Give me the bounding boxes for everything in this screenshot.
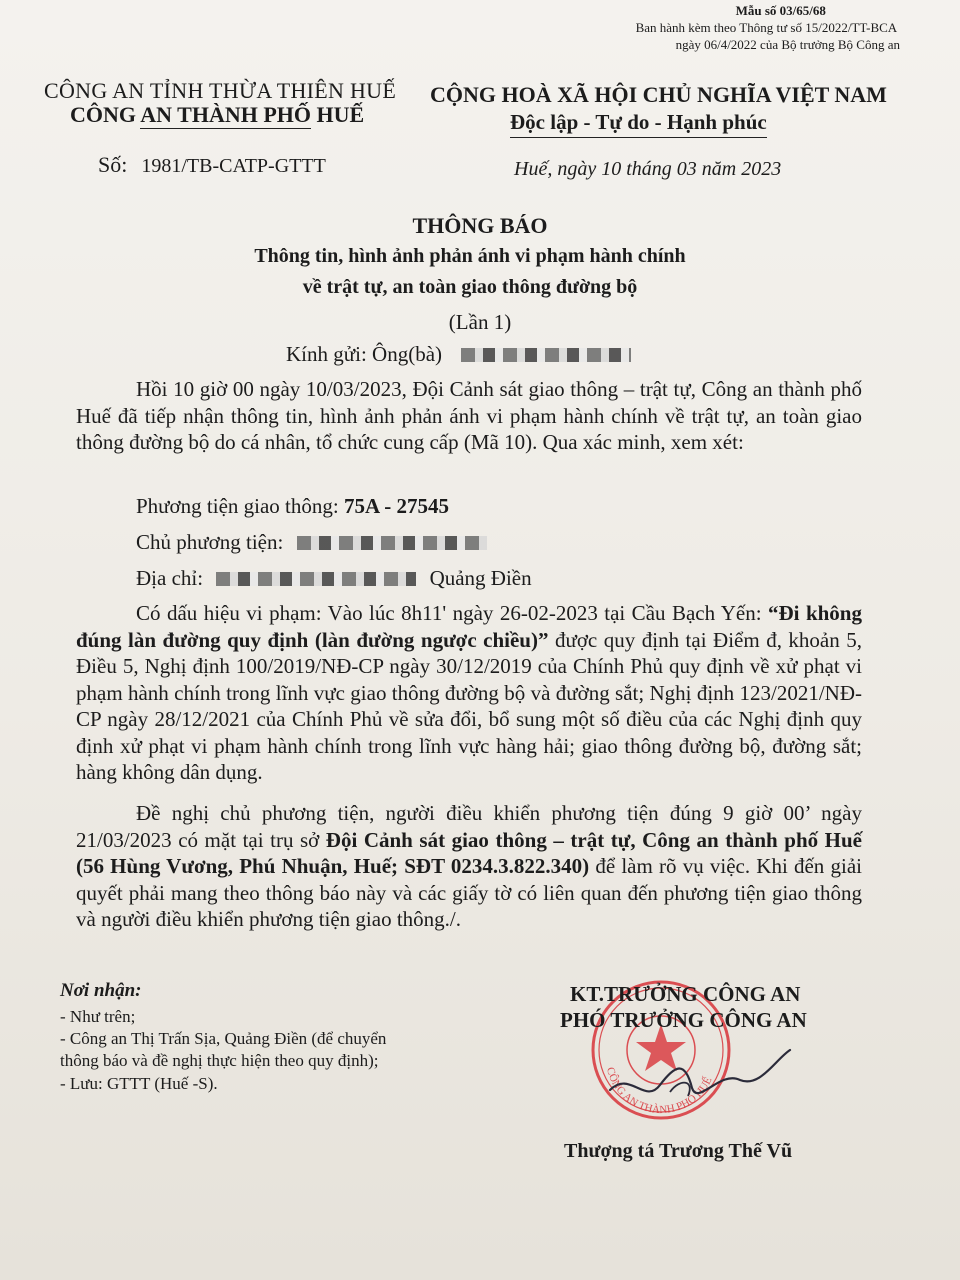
address-label: Địa chỉ: bbox=[136, 566, 204, 590]
nation-name: CỘNG HOÀ XÃ HỘI CHỦ NGHĨA VIỆT NAM bbox=[430, 82, 887, 107]
form-code-line1: Ban hành kèm theo Thông tư số 15/2022/TT-BCA bbox=[635, 20, 898, 35]
signature-title-1: KT.TRƯỞNG CÔNG AN bbox=[570, 982, 801, 1006]
address-field bbox=[136, 566, 532, 591]
signature-title-2: PHÓ TRƯỞNG CÔNG AN bbox=[560, 1008, 807, 1032]
document-number-value: 1981/TB-CATP-GTTT bbox=[141, 155, 326, 177]
agency-unit bbox=[70, 102, 364, 128]
agency-unit-c: HUẾ bbox=[311, 102, 365, 127]
place-date: Huế, ngày 10 tháng 03 năm 2023 bbox=[514, 158, 782, 180]
document-title: THÔNG BÁO bbox=[412, 213, 548, 238]
agency-parent: CÔNG AN TỈNH THỪA THIÊN HUẾ bbox=[44, 78, 397, 103]
document-round: (Lần 1) bbox=[448, 310, 512, 334]
agency-unit-a: CÔNG bbox=[70, 102, 141, 127]
recipient-line-1: - Như trên; bbox=[60, 1007, 136, 1026]
agency-unit-b: AN THÀNH PHỐ bbox=[140, 102, 312, 127]
addressee bbox=[286, 342, 631, 367]
violation-intro: Có dấu hiệu vi phạm: Vào lúc 8h11' ngày 26-02-2023 tại Cầu Bạch Yến: bbox=[136, 601, 769, 625]
document-subtitle-2: về trật tự, an toàn giao thông đường bộ bbox=[302, 276, 638, 298]
signer-name: Thượng tá Trương Thế Vũ bbox=[564, 1140, 793, 1162]
recipient-line-4: - Lưu: GTTT (Huế -S). bbox=[60, 1074, 218, 1093]
vehicle-plate: 75A - 27545 bbox=[343, 494, 449, 518]
handwritten-signature bbox=[600, 1030, 800, 1120]
request-location: Đội Cảnh sát giao thông – trật tự, Công an thành phố Huế (56 Hùng Vương, Phú Nhuận, Huế; SĐT 0234.3.822.340) bbox=[76, 827, 862, 878]
addressee-label: Kính gửi: Ông(bà) bbox=[286, 342, 443, 366]
request-intro: Đề nghị chủ phương tiện, người điều khiển phương tiện đúng 9 giờ 00’ ngày 21/03/2023 có mặt tại trụ sở bbox=[76, 801, 862, 852]
recipient-line-3: thông báo và đề nghị thực hiện theo quy định); bbox=[60, 1051, 379, 1070]
address-suffix: Quảng Điền bbox=[429, 566, 532, 590]
vehicle-label: Phương tiện giao thông: bbox=[136, 494, 344, 518]
paragraph-violation bbox=[76, 600, 862, 786]
vehicle-field bbox=[136, 494, 449, 519]
violation-offense: “Đi không đúng làn đường quy định (làn đường ngược chiều)” bbox=[76, 601, 862, 652]
redacted-name bbox=[461, 348, 631, 362]
redacted-owner bbox=[297, 536, 487, 550]
violation-legal-basis: được quy định tại Điểm đ, khoản 5, Điều 5, Nghị định 100/2019/NĐ-CP ngày 30/12/2019 của Chính Phủ quy định về xử phạt vi phạm hành chính trong lĩnh vực giao thông đường bộ và đường sắt; Nghị định 123/2021/NĐ-CP ngày 28/12/2021 của Chính Phủ về sửa đổi, bổ sung một số điều của các Nghị định quy định xử phạt vi phạm hành chính trong lĩnh vực hàng hải; giao thông đường bộ, đường sắt; hàng không dân dụng. bbox=[76, 627, 862, 784]
request-rest: để làm rõ vụ việc. Khi đến giải quyết phải mang theo thông báo này và các giấy tờ có liên quan đến phương tiện giao thông và người điều khiển phương tiện giao thông./. bbox=[76, 854, 862, 931]
document-number-label: Số: bbox=[98, 152, 128, 177]
owner-field bbox=[136, 530, 487, 555]
recipient-line-2: - Công an Thị Trấn Sịa, Quảng Điền (để chuyển bbox=[60, 1029, 387, 1048]
paragraph-intro: Hồi 10 giờ 00 ngày 10/03/2023, Đội Cảnh sát giao thông – trật tự, Công an thành phố Huế đã tiếp nhận thông tin, hình ảnh phản ánh vi phạm hành chính về trật tự, an toàn giao thông đường bộ do cá nhân, tổ chức cung cấp (Mã 10). Qua xác minh, xem xét: bbox=[76, 377, 862, 454]
redacted-address bbox=[216, 572, 416, 586]
document-number bbox=[98, 152, 326, 178]
recipients-heading: Nơi nhận: bbox=[60, 980, 142, 1001]
paragraph-request bbox=[76, 800, 862, 933]
form-code: Mẫu số 03/65/68 bbox=[735, 3, 826, 18]
document-subtitle-1: Thông tin, hình ảnh phản ánh vi phạm hành chính bbox=[254, 245, 686, 267]
nation-motto: Độc lập - Tự do - Hạnh phúc bbox=[510, 110, 767, 138]
seal-text: CÔNG AN THÀNH PHỐ HUẾ bbox=[603, 1066, 715, 1117]
form-code-line2: ngày 06/4/2022 của Bộ trưởng Bộ Công an bbox=[675, 37, 900, 52]
owner-label: Chủ phương tiện: bbox=[136, 530, 284, 554]
form-code-block bbox=[636, 2, 900, 53]
